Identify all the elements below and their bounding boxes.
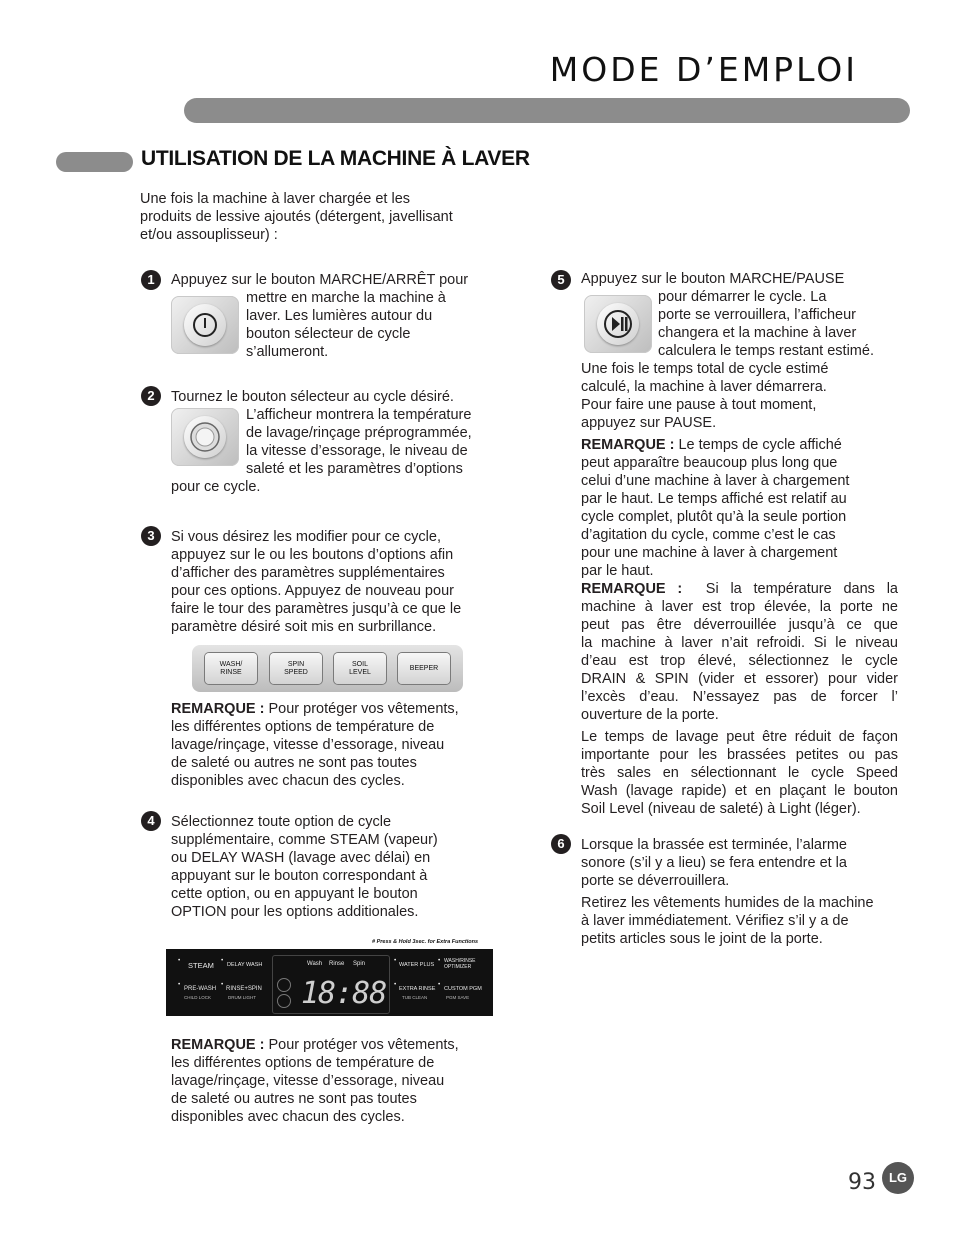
step-text: Tournez le bouton sélecteur au cycle désiré. — [171, 389, 454, 405]
power-icon — [184, 304, 226, 346]
step-number-6: 6 — [551, 834, 571, 854]
step-text: saleté et les paramètres d’options — [246, 461, 463, 477]
panel-wash-rinse-optimizer: WASH/RINSE OPTIMIZER — [444, 958, 476, 970]
note-text: Si la température dans la — [705, 581, 898, 597]
step-1-body — [246, 289, 506, 361]
note-text: par le haut. — [581, 563, 654, 579]
display-clock-icon — [277, 994, 291, 1008]
step-5-body-a — [658, 288, 908, 360]
note-text: d’eau est trop élevé, sélectionnez le cycle — [581, 653, 898, 669]
section-pill — [56, 152, 133, 172]
note-text: ouverture de la porte. — [581, 707, 719, 723]
step-text: la vitesse d’essorage, le niveau de — [246, 443, 468, 459]
step-text: cette option, ou en appuyant le bouton — [171, 886, 418, 902]
page-header-title: MODE D’EMPLOI — [549, 50, 858, 89]
start-pause-button-image — [584, 295, 652, 353]
display-digits: 18:88 — [301, 976, 387, 1011]
section-title: UTILISATION DE LA MACHINE À LAVER — [141, 147, 530, 170]
step-text: porte se déverrouillera. — [581, 873, 730, 889]
panel-tub-clean: TUB CLEAN — [402, 995, 428, 1000]
panel-drum-light: DRUM LIGHT — [228, 995, 256, 1000]
para-text: petits articles sous le joint de la porte. — [581, 931, 823, 947]
step-text: bouton sélecteur de cycle — [246, 326, 411, 342]
note-step-5b — [581, 580, 898, 724]
note-text: Pour protéger vos vêtements, — [268, 1037, 459, 1053]
note-text: disponibles avec chacun des cycles. — [171, 1109, 405, 1125]
step-text: supplémentaire, comme STEAM (vapeur) — [171, 832, 438, 848]
note-text: peut apparaître beaucoup plus long que — [581, 455, 838, 471]
step-6-body — [581, 836, 901, 890]
para-text: Soil Level (niveau de saleté) à Light (léger). — [581, 801, 861, 817]
note-text: lavage/rinçage, vitesse d’essorage, niveau — [171, 737, 445, 753]
wash-rinse-button — [205, 653, 257, 684]
step-number-1: 1 — [141, 270, 161, 290]
step-1-first-line — [171, 271, 501, 289]
note-text: de saleté ou autres ne sont pas toutes — [171, 755, 417, 771]
step-text: mettre en marche la machine à — [246, 290, 446, 306]
note-text: peut pas être déverrouillée jusqu’à ce que — [581, 617, 898, 633]
note-label: REMARQUE : — [171, 1037, 265, 1053]
intro-paragraph — [140, 190, 500, 244]
lg-logo-icon: LG — [882, 1162, 914, 1194]
step-text: appuyant sur le bouton correspondant à — [171, 868, 428, 884]
note-text: de saleté ou autres ne sont pas toutes — [171, 1091, 417, 1107]
step-number-2: 2 — [141, 386, 161, 406]
note-text: les différentes options de température de — [171, 719, 435, 735]
step-text: appuyez sur le ou les boutons d’options afin — [171, 547, 454, 563]
note-text: la machine à laver n’ait refroidi. Si le niveau — [581, 635, 898, 651]
step-text: porte se verrouillera, l’afficheur — [658, 307, 856, 323]
page-number: 93 — [848, 1170, 876, 1195]
step-text: calculera le temps restant estimé. — [658, 343, 874, 359]
panel-pre-wash: PRE-WASH — [184, 986, 217, 992]
step-number-5: 5 — [551, 270, 571, 290]
step-text: Lorsque la brassée est terminée, l’alarme — [581, 837, 847, 853]
step-number-3: 3 — [141, 526, 161, 546]
panel-child-lock: CHILD LOCK — [184, 995, 212, 1000]
step-5-body-b — [581, 360, 901, 432]
step-number-4: 4 — [141, 811, 161, 831]
note-text: cycle complet, plutôt qu’à la seule portion — [581, 509, 847, 525]
option-buttons-image — [192, 645, 463, 692]
step-text: paramètre désiré soit mis en surbrillance. — [171, 619, 437, 635]
note-step-3 — [171, 700, 501, 790]
intro-line: produits de lessive ajoutés (détergent, javellisant — [140, 209, 453, 225]
step-text: pour ces options. Appuyez de nouveau pour — [171, 583, 454, 599]
intro-line: et/ou assouplisseur) : — [140, 227, 278, 243]
button-label: SOIL LEVEL — [349, 660, 371, 676]
para-text: à laver immédiatement. Vérifiez s’il y a de — [581, 913, 849, 929]
note-text: Le temps de cycle affiché — [678, 437, 842, 453]
note-label: REMARQUE : — [171, 701, 265, 717]
step-2-last-line — [171, 478, 501, 496]
para-text: très sales en sélectionnant le cycle Speed — [581, 765, 898, 781]
panel-steam: STEAM — [188, 961, 214, 970]
step-text: L’afficheur montrera la température — [246, 407, 472, 423]
note-text: Pour protéger vos vêtements, — [268, 701, 459, 717]
panel-custom-pgm: CUSTOM PGM — [444, 986, 482, 992]
step-text: faire le tour des paramètres jusqu’à ce que le — [171, 601, 462, 617]
step-text: Si vous désirez les modifier pour ce cycle, — [171, 529, 441, 545]
step-3-body — [171, 528, 501, 636]
note-text: d’agitation du cycle, comme c’est le cas — [581, 527, 836, 543]
para-text: importante pour les brassées petites ou pas — [581, 747, 898, 763]
step-text: s’allumeront. — [246, 344, 329, 360]
step-text: laver. Les lumières autour du — [246, 308, 433, 324]
panel-water-plus: WATER PLUS — [399, 962, 435, 968]
step-text: Appuyez sur le bouton MARCHE/PAUSE — [581, 271, 845, 287]
step-4-body — [171, 813, 501, 921]
step-text: Une fois le temps total de cycle estimé — [581, 361, 829, 377]
cycle-knob-icon — [184, 416, 226, 458]
step-6-body-b — [581, 894, 901, 948]
power-button-image — [171, 296, 239, 354]
display-steam-icon — [277, 978, 291, 992]
step-text: sonore (s’il y a lieu) se fera entendre et la — [581, 855, 847, 871]
step-text: Sélectionnez toute option de cycle — [171, 814, 392, 830]
panel-caption: # Press & Hold 3sec. for Extra Functions — [372, 939, 479, 945]
panel-delay-wash: DELAY WASH — [227, 962, 263, 968]
intro-line: Une fois la machine à laver chargée et les — [140, 191, 411, 207]
note-text: disponibles avec chacun des cycles. — [171, 773, 405, 789]
play-pause-icon — [597, 303, 639, 345]
note-text: les différentes options de température de — [171, 1055, 435, 1071]
step-text: calculé, la machine à laver démarrera. — [581, 379, 827, 395]
para-text: Le temps de lavage peut être réduit de façon — [581, 729, 898, 745]
note-step-5a — [581, 436, 901, 580]
step-2-first-line — [171, 388, 501, 406]
step-text: Appuyez sur le bouton MARCHE/ARRÊT pour — [171, 272, 469, 288]
display-label: Wash — [307, 961, 323, 967]
panel-display — [272, 955, 390, 1014]
note-text: machine à laver est trop élevée, la porte ne — [581, 599, 898, 615]
panel-pgm-save: PGM SAVE — [446, 995, 470, 1000]
display-label: Rinse — [329, 961, 345, 967]
step-text: d’afficher des paramètres supplémentaires — [171, 565, 445, 581]
step-text: pour ce cycle. — [171, 479, 261, 495]
note-label: REMARQUE : — [581, 437, 675, 453]
note-text: DRAIN & SPIN (vider et essorer) pour vider — [581, 671, 898, 687]
header-bar — [184, 98, 910, 123]
note-step-4 — [171, 1036, 501, 1126]
panel-extra-rinse: EXTRA RINSE — [399, 986, 436, 992]
button-label: BEEPER — [409, 664, 439, 672]
cycle-knob-image — [171, 408, 239, 466]
step-2-body — [246, 406, 506, 478]
spin-speed-button — [270, 653, 322, 684]
step-text: appuyez sur PAUSE. — [581, 415, 717, 431]
button-label: WASH/ RINSE — [219, 660, 243, 676]
note-label: REMARQUE : — [581, 581, 683, 597]
soil-level-button — [334, 653, 386, 684]
panel-rinse-spin: RINSE+SPIN — [226, 986, 262, 992]
note-text: pour une machine à laver à chargement — [581, 545, 838, 561]
note-text: lavage/rinçage, vitesse d’essorage, niveau — [171, 1073, 445, 1089]
display-label: Spin — [353, 961, 366, 967]
step-text: changera et la machine à laver — [658, 325, 857, 341]
step-text: OPTION pour les options additionales. — [171, 904, 419, 920]
note-text: celui d’une machine à laver à chargement — [581, 473, 850, 489]
step-text: pour démarrer le cycle. La — [658, 289, 827, 305]
beeper-button — [398, 653, 450, 684]
paragraph-step-5c — [581, 728, 898, 818]
control-panel-image: • STEAM • DELAY WASH • PRE-WASH CHILD LOCK • RINSE+SPIN DRUM LIGHT Wash Rinse Spin 18:88 • WATER PLUS • WASH/RINSE OPTIMIZER • EXTRA RINSE TUB CLEAN • CUSTOM PGM PGM SAVE — [166, 949, 493, 1016]
step-text: de lavage/rinçage préprogrammée, — [246, 425, 472, 441]
step-text: Pour faire une pause à tout moment, — [581, 397, 817, 413]
step-5-first-line — [581, 270, 901, 288]
step-text: ou DELAY WASH (lavage avec délai) en — [171, 850, 431, 866]
button-label: SPIN SPEED — [284, 660, 308, 676]
note-text: l’excès d’eau. N’essayez pas de forcer l’ — [581, 689, 898, 705]
para-text: Wash (lavage rapide) et en plaçant le bouton — [581, 783, 898, 799]
para-text: Retirez les vêtements humides de la machine — [581, 895, 874, 911]
note-text: par le haut. Le temps affiché est relatif au — [581, 491, 847, 507]
